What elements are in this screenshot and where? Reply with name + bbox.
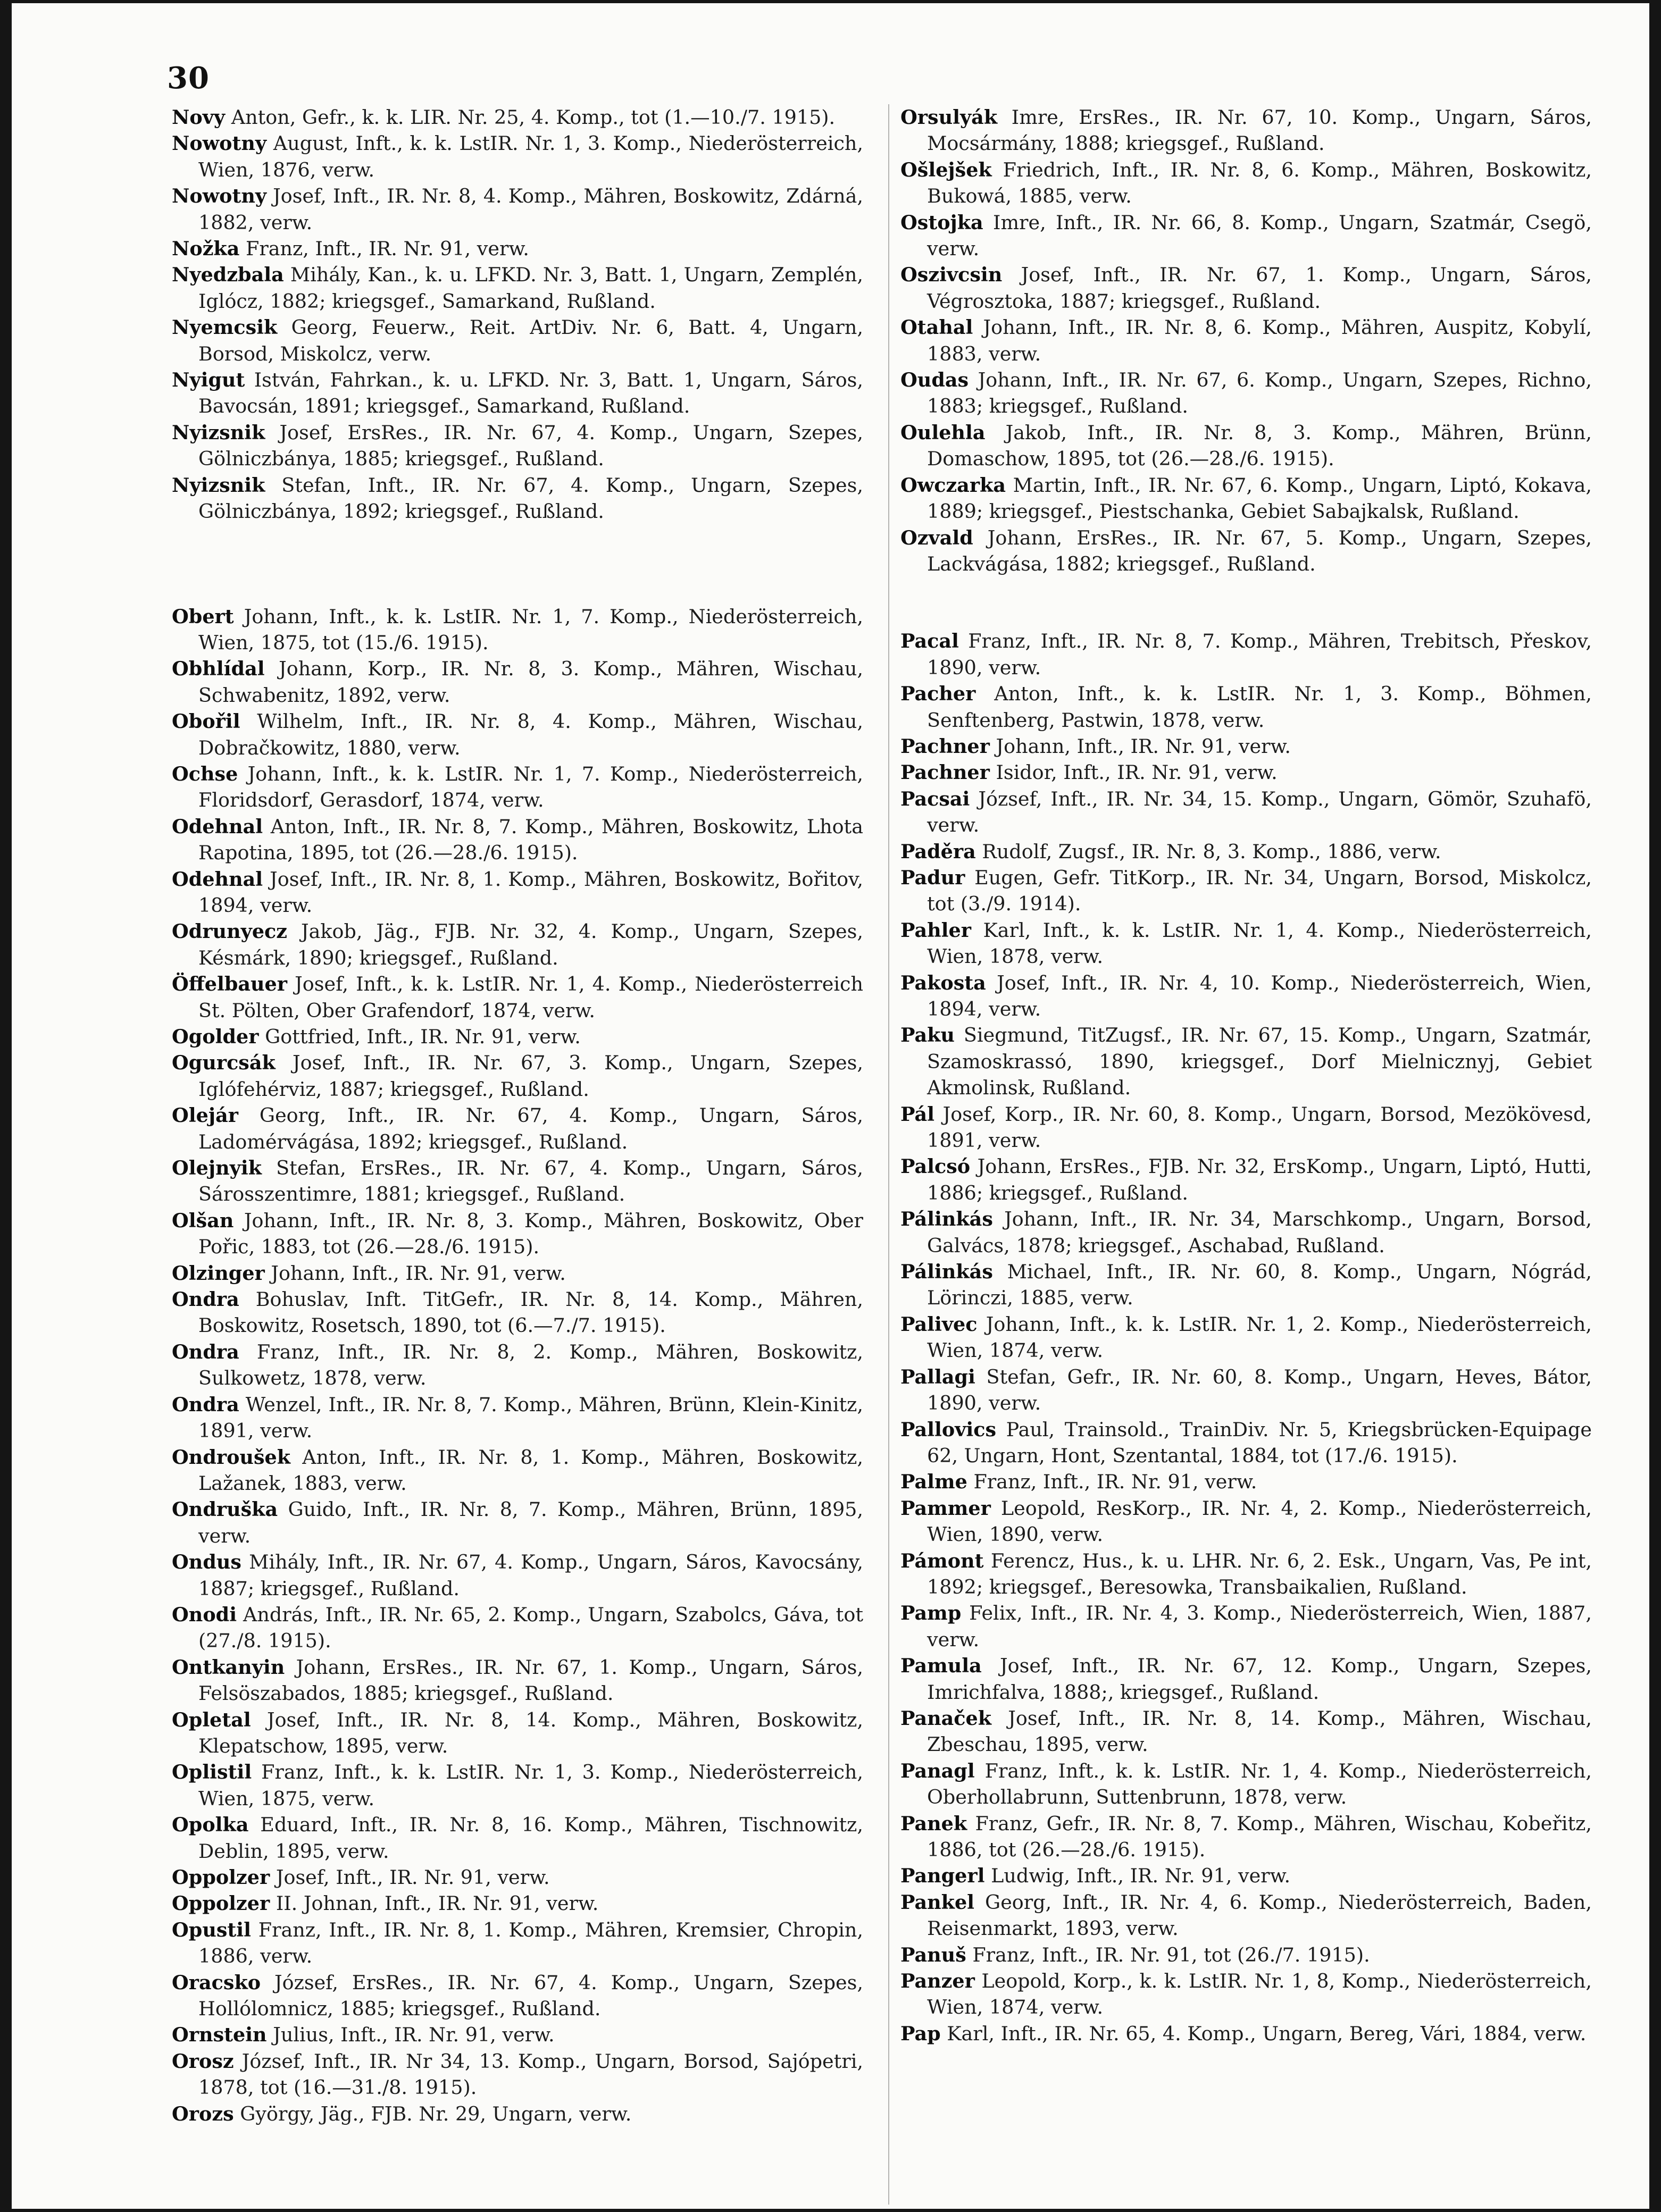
register-entry bbox=[172, 1917, 863, 1970]
register-entry bbox=[172, 1549, 863, 1602]
register-entry bbox=[172, 1444, 863, 1497]
entry-surname: Pap bbox=[900, 2022, 941, 2045]
register-entry bbox=[172, 604, 863, 656]
entry-surname: Panaček bbox=[900, 1706, 992, 1730]
entry-details: Johann, ErsRes., FJB. Nr. 32, ErsKomp., Ungarn, Liptó, Hutti, 1886; kriegsgef., Rußland. bbox=[927, 1155, 1592, 1204]
entry-details: Johann, Inft., IR. Nr. 8, 6. Komp., Mähren, Auspitz, Kobylí, 1883, verw. bbox=[927, 316, 1592, 365]
entry-details: Franz, Inft., IR. Nr. 8, 1. Komp., Mähren, Kremsier, Chropin, 1886, verw. bbox=[198, 1918, 863, 1968]
entry-details: István, Fahrkan., k. u. LFKD. Nr. 3, Batt. 1, Ungarn, Sáros, Bavocsán, 1891; kriegsgef., Samarkand, Rußland. bbox=[198, 368, 863, 418]
register-entry bbox=[900, 1863, 1592, 1889]
register-entry bbox=[900, 786, 1592, 839]
entry-details: Imre, Inft., IR. Nr. 66, 8. Komp., Ungarn, Szatmár, Csegö, verw. bbox=[927, 211, 1592, 261]
entry-surname: Nyizsnik bbox=[172, 473, 265, 497]
entry-details: August, Inft., k. k. LstIR. Nr. 1, 3. Komp., Niederösterreich, Wien, 1876, verw. bbox=[198, 132, 863, 181]
entry-surname: Ondruška bbox=[172, 1498, 278, 1521]
entry-details: Friedrich, Inft., IR. Nr. 8, 6. Komp., Mähren, Boskowitz, Bukowá, 1885, verw. bbox=[927, 158, 1592, 208]
entry-surname: Oppolzer bbox=[172, 1892, 270, 1915]
entry-details: Franz, Inft., IR. Nr. 91, verw. bbox=[973, 1470, 1257, 1494]
entry-details: Josef, Inft., IR. Nr. 8, 1. Komp., Mähren, Boskowitz, Bořitov, 1894, verw. bbox=[198, 867, 863, 917]
entry-surname: Ochse bbox=[172, 762, 238, 785]
register-entry bbox=[900, 1206, 1592, 1259]
entry-details: Leopold, ResKorp., IR. Nr. 4, 2. Komp., Niederösterreich, Wien, 1890, verw. bbox=[927, 1496, 1592, 1546]
register-entry bbox=[172, 1496, 863, 1549]
entry-surname: Odrunyecz bbox=[172, 920, 288, 943]
entry-surname: Olzinger bbox=[172, 1261, 265, 1285]
register-entry bbox=[900, 970, 1592, 1023]
entry-details: Eduard, Inft., IR. Nr. 8, 16. Komp., Mähren, Tischnowitz, Deblin, 1895, verw. bbox=[198, 1813, 864, 1863]
entry-details: Stefan, Gefr., IR. Nr. 60, 8. Komp., Ungarn, Heves, Bátor, 1890, verw. bbox=[927, 1365, 1592, 1415]
register-entry bbox=[900, 1417, 1592, 1469]
entry-details: Anton, Inft., k. k. LstIR. Nr. 1, 3. Komp., Böhmen, Senftenberg, Pastwin, 1878, verw. bbox=[927, 682, 1592, 732]
entry-surname: Orsulyák bbox=[900, 106, 998, 129]
entry-surname: Ornstein bbox=[172, 2023, 267, 2047]
entry-details: Franz, Gefr., IR. Nr. 8, 7. Komp., Mähren, Wischau, Kobeřitz, 1886, tot (26.—28./6. 1915). bbox=[927, 1812, 1592, 1861]
entry-details: Stefan, ErsRes., IR. Nr. 67, 4. Komp., Ungarn, Sáros, Sárosszentimre, 1881; kriegsgef., Rußland. bbox=[198, 1157, 863, 1206]
register-entry bbox=[172, 918, 863, 971]
entry-surname: Ogurcsák bbox=[172, 1051, 276, 1075]
entry-details: Josef, ErsRes., IR. Nr. 67, 4. Komp., Ungarn, Szepes, Gölniczbánya, 1885; kriegsgef., Rußland. bbox=[198, 421, 863, 471]
entry-details: Johann, Inft., IR. Nr. 91, verw. bbox=[271, 1261, 566, 1285]
letter-section-gap bbox=[900, 577, 1592, 628]
entry-surname: Panuš bbox=[900, 1943, 966, 1966]
entry-surname: Ondra bbox=[172, 1288, 239, 1311]
entry-details: Bohuslav, Inft. TitGefr., IR. Nr. 8, 14. Komp., Mähren, Boskowitz, Rosetsch, 1890, tot (6.—7./7. 1915). bbox=[198, 1288, 863, 1337]
entry-details: Johann, Inft., IR. Nr. 34, Marschkomp., Ungarn, Borsod, Galvács, 1878; kriegsgef., Aschabad, Rußland. bbox=[927, 1208, 1592, 1257]
entry-surname: Nyemcsik bbox=[172, 316, 278, 339]
register-entry bbox=[172, 314, 863, 367]
register-entry bbox=[900, 1758, 1592, 1811]
entry-surname: Palcsó bbox=[900, 1155, 971, 1178]
entry-details: Josef, Inft., IR. Nr. 67, 12. Komp., Ungarn, Szepes, Imrichfalva, 1888;, kriegsgef., Rußland. bbox=[927, 1654, 1592, 1704]
entry-surname: Olejnyik bbox=[172, 1157, 262, 1180]
entry-details: Johann, Inft., IR. Nr. 91, verw. bbox=[996, 734, 1291, 758]
entry-details: Imre, ErsRes., IR. Nr. 67, 10. Komp., Ungarn, Sáros, Mocsármány, 1888; kriegsgef., Rußland. bbox=[927, 106, 1592, 155]
entry-details: Paul, Trainsold., TrainDiv. Nr. 5, Kriegsbrücken-Equipage 62, Ungarn, Hont, Szentantal, 1884, tot (17./6. 1915). bbox=[927, 1418, 1592, 1467]
register-entry bbox=[172, 1392, 863, 1444]
register-entry bbox=[900, 1942, 1592, 1968]
register-entry bbox=[900, 472, 1592, 525]
entry-details: Josef, Inft., k. k. LstIR. Nr. 1, 4. Komp., Niederösterreich St. Pölten, Ober Grafendorf, 1874, verw. bbox=[198, 973, 863, 1022]
register-entry bbox=[900, 1469, 1592, 1495]
entry-surname: Pammer bbox=[900, 1496, 991, 1520]
entry-surname: Nowotny bbox=[172, 132, 267, 155]
entry-details: Franz, Inft., IR. Nr. 91, tot (26./7. 1915). bbox=[972, 1943, 1370, 1966]
entry-details: Anton, Inft., IR. Nr. 8, 7. Komp., Mähren, Boskowitz, Lhota Rapotina, 1895, tot (26.—28./6. 1915). bbox=[198, 815, 863, 865]
entry-surname: Obhlídal bbox=[172, 657, 265, 681]
entry-details: Josef, Inft., IR. Nr. 4, 10. Komp., Niederösterreich, Wien, 1894, verw. bbox=[927, 971, 1592, 1020]
entry-surname: Pankel bbox=[900, 1890, 975, 1914]
register-entry bbox=[172, 2101, 863, 2127]
register-entry bbox=[900, 1548, 1592, 1601]
entry-details: Franz, Inft., k. k. LstIR. Nr. 1, 3. Komp., Niederösterreich, Wien, 1875, verw. bbox=[198, 1761, 864, 1810]
entry-details: Siegmund, TitZugsf., IR. Nr. 67, 15. Komp., Ungarn, Szatmár, Szamoskrassó, 1890, kriegsgef., Dorf Mielnicznyj, Gebiet Akmolinsk, Rußland. bbox=[927, 1024, 1592, 1100]
register-entry bbox=[172, 971, 863, 1024]
entry-surname: Ozvald bbox=[900, 526, 973, 549]
entry-surname: Ondra bbox=[172, 1393, 239, 1416]
entry-details: II. Johnan, Inft., IR. Nr. 91, verw. bbox=[276, 1892, 599, 1915]
register-entry bbox=[900, 681, 1592, 733]
register-entry bbox=[172, 1155, 863, 1208]
o-section-left bbox=[172, 604, 863, 2127]
register-entry bbox=[172, 262, 863, 314]
entry-surname: Panek bbox=[900, 1812, 967, 1835]
entry-surname: Oppolzer bbox=[172, 1866, 270, 1889]
register-entry bbox=[172, 472, 863, 525]
left-column bbox=[172, 104, 863, 2127]
entry-details: Eugen, Gefr. TitKorp., IR. Nr. 34, Ungarn, Borsod, Miskolcz, tot (3./9. 1914). bbox=[927, 866, 1592, 916]
entry-details: Johann, Inft., IR. Nr. 67, 6. Komp., Ungarn, Szepes, Richno, 1883; kriegsgef., Rußland. bbox=[927, 368, 1592, 418]
register-entry bbox=[900, 262, 1592, 314]
entry-details: Josef, Inft., IR. Nr. 91, verw. bbox=[276, 1866, 550, 1889]
entry-surname: Obert bbox=[172, 605, 234, 628]
entry-details: Wenzel, Inft., IR. Nr. 8, 7. Komp., Mähren, Brünn, Klein-Kinitz, 1891, verw. bbox=[198, 1393, 863, 1443]
register-entry bbox=[900, 314, 1592, 367]
register-entry bbox=[900, 1153, 1592, 1206]
entry-details: Martin, Inft., IR. Nr. 67, 6. Komp., Ungarn, Liptó, Kokava, 1889; kriegsgef., Piestschanka, Gebiet Sabajkalsk, Rußland. bbox=[927, 473, 1592, 523]
entry-details: Johann, Inft., k. k. LstIR. Nr. 1, 7. Komp., Niederösterreich, Wien, 1875, tot (15./6. 1915). bbox=[198, 605, 863, 654]
entry-details: Franz, Inft., IR. Nr. 8, 7. Komp., Mähren, Trebitsch, Přeskov, 1890, verw. bbox=[927, 630, 1592, 679]
entry-surname: Odehnal bbox=[172, 815, 263, 838]
entry-surname: Panagl bbox=[900, 1759, 975, 1782]
entry-surname: Pallagi bbox=[900, 1365, 975, 1388]
entry-surname: Palivec bbox=[900, 1312, 978, 1336]
register-entry bbox=[172, 1286, 863, 1339]
register-entry bbox=[900, 1705, 1592, 1758]
entry-surname: Onodi bbox=[172, 1603, 237, 1626]
register-entry bbox=[172, 183, 863, 236]
register-entry bbox=[172, 130, 863, 183]
entry-details: József, Inft., IR. Nr. 34, 15. Komp., Ungarn, Gömör, Szuhafö, verw. bbox=[927, 787, 1592, 837]
entry-details: Ludwig, Inft., IR. Nr. 91, verw. bbox=[991, 1864, 1291, 1888]
entry-details: Felix, Inft., IR. Nr. 4, 3. Komp., Niederösterreich, Wien, 1887, verw. bbox=[927, 1602, 1592, 1651]
entry-details: Michael, Inft., IR. Nr. 60, 8. Komp., Ungarn, Nógrád, Lörinczi, 1885, verw. bbox=[927, 1260, 1592, 1310]
register-entry bbox=[172, 708, 863, 761]
entry-surname: Oplistil bbox=[172, 1761, 252, 1784]
register-entry bbox=[900, 1101, 1592, 1154]
entry-surname: Pamula bbox=[900, 1654, 982, 1678]
p-section bbox=[900, 628, 1592, 2047]
entry-details: Georg, Feuerw., Reit. ArtDiv. Nr. 6, Batt. 4, Ungarn, Borsod, Miskolcz, verw. bbox=[198, 316, 863, 365]
entry-surname: Ondus bbox=[172, 1551, 241, 1574]
entry-details: Georg, Inft., IR. Nr. 4, 6. Komp., Niederösterreich, Baden, Reisenmarkt, 1893, verw. bbox=[927, 1890, 1592, 1940]
entry-details: József, Inft., IR. Nr 34, 13. Komp., Ungarn, Borsod, Sajópetri, 1878, tot (16.—31./8. 1915). bbox=[198, 2049, 863, 2099]
entry-surname: Owczarka bbox=[900, 473, 1006, 497]
entry-surname: Ontkanyin bbox=[172, 1655, 285, 1679]
register-entry bbox=[900, 420, 1592, 472]
entry-surname: Oulehla bbox=[900, 421, 986, 444]
entry-surname: Paděra bbox=[900, 840, 976, 863]
register-entry bbox=[172, 367, 863, 420]
entry-details: Josef, Inft., IR. Nr. 67, 1. Komp., Ungarn, Sáros, Végrosztoka, 1887; kriegsgef., Rußland. bbox=[927, 263, 1592, 313]
register-entry bbox=[172, 1707, 863, 1759]
register-entry bbox=[900, 2021, 1592, 2047]
entry-surname: Nyigut bbox=[172, 368, 245, 392]
register-entry bbox=[900, 1600, 1592, 1653]
column-divider bbox=[888, 104, 889, 2205]
document-page bbox=[12, 3, 1649, 2209]
register-entry bbox=[172, 1260, 863, 1286]
entry-details: Karl, Inft., k. k. LstIR. Nr. 1, 4. Komp., Niederösterreich, Wien, 1878, verw. bbox=[927, 918, 1592, 968]
entry-surname: Pálinkás bbox=[900, 1260, 993, 1284]
entry-surname: Olejár bbox=[172, 1104, 238, 1127]
register-entry bbox=[172, 2022, 863, 2048]
register-entry bbox=[172, 1970, 863, 2022]
register-entry bbox=[900, 917, 1592, 970]
entry-details: Georg, Inft., IR. Nr. 67, 4. Komp., Ungarn, Sáros, Ladomérvágása, 1892; kriegsgef., Rußland. bbox=[198, 1104, 863, 1153]
register-entry bbox=[900, 1364, 1592, 1417]
entry-surname: Orozs bbox=[172, 2102, 234, 2125]
register-entry bbox=[172, 1890, 863, 1916]
n-section bbox=[172, 104, 863, 525]
register-entry bbox=[900, 759, 1592, 785]
entry-details: Johann, Korp., IR. Nr. 8, 3. Komp., Mähren, Wischau, Schwabenitz, 1892, verw. bbox=[198, 657, 863, 707]
entry-surname: Pacsai bbox=[900, 787, 970, 810]
register-entry bbox=[172, 1024, 863, 1050]
entry-surname: Panzer bbox=[900, 1970, 975, 1993]
entry-details: Ferencz, Hus., k. u. LHR. Nr. 6, 2. Esk., Ungarn, Vas, Pe int, 1892; kriegsgef., Beresowka, Transbaikalien, Rußland. bbox=[927, 1549, 1592, 1598]
right-column bbox=[900, 104, 1592, 2047]
register-entry bbox=[172, 1102, 863, 1155]
entry-surname: Oszivcsin bbox=[900, 263, 1003, 287]
register-entry bbox=[900, 525, 1592, 577]
entry-details: Josef, Inft., IR. Nr. 8, 4. Komp., Mähren, Boskowitz, Zdárná, 1882, verw. bbox=[198, 185, 863, 234]
entry-details: György, Jäg., FJB. Nr. 29, Ungarn, verw. bbox=[240, 2102, 632, 2125]
register-entry bbox=[900, 1022, 1592, 1101]
entry-details: Leopold, Korp., k. k. LstIR. Nr. 1, 8, Komp., Niederösterreich, Wien, 1874, verw. bbox=[927, 1970, 1592, 2019]
entry-surname: Orosz bbox=[172, 2049, 234, 2073]
entry-details: Johann, Inft., IR. Nr. 8, 3. Komp., Mähren, Boskowitz, Ober Pořic, 1883, tot (26.—28./6. 1915). bbox=[198, 1209, 864, 1259]
entry-details: Guido, Inft., IR. Nr. 8, 7. Komp., Mähren, Brünn, 1895, verw. bbox=[198, 1498, 863, 1547]
entry-surname: Palme bbox=[900, 1470, 967, 1494]
register-entry bbox=[900, 210, 1592, 262]
entry-surname: Pakosta bbox=[900, 971, 986, 994]
entry-details: Rudolf, Zugsf., IR. Nr. 8, 3. Komp., 1886, verw. bbox=[982, 840, 1441, 863]
entry-surname: Pacal bbox=[900, 630, 959, 653]
entry-details: Isidor, Inft., IR. Nr. 91, verw. bbox=[996, 761, 1278, 784]
register-entry bbox=[172, 1654, 863, 1707]
entry-surname: Opustil bbox=[172, 1918, 251, 1941]
entry-surname: Pálinkás bbox=[900, 1208, 993, 1231]
register-entry bbox=[172, 761, 863, 814]
entry-details: Johann, ErsRes., IR. Nr. 67, 5. Komp., Ungarn, Szepes, Lackvágása, 1882; kriegsgef., Rußland. bbox=[927, 526, 1592, 575]
register-entry bbox=[900, 1653, 1592, 1705]
entry-details: Julius, Inft., IR. Nr. 91, verw. bbox=[273, 2023, 555, 2047]
entry-surname: Ondra bbox=[172, 1340, 239, 1363]
page-number: 30 bbox=[167, 61, 210, 96]
register-entry bbox=[900, 367, 1592, 420]
register-entry bbox=[172, 1208, 863, 1260]
entry-details: Mihály, Inft., IR. Nr. 67, 4. Komp., Ungarn, Sáros, Kavocsány, 1887; kriegsgef., Rußland. bbox=[198, 1551, 863, 1600]
entry-details: Anton, Inft., IR. Nr. 8, 1. Komp., Mähren, Boskowitz, Lažanek, 1883, verw. bbox=[198, 1445, 863, 1495]
register-entry bbox=[172, 236, 863, 262]
entry-surname: Paku bbox=[900, 1024, 955, 1047]
entry-surname: Nožka bbox=[172, 237, 240, 261]
register-entry bbox=[900, 733, 1592, 759]
entry-details: Anton, Gefr., k. k. LIR. Nr. 25, 4. Komp., tot (1.—10./7. 1915). bbox=[231, 106, 836, 129]
register-entry bbox=[172, 2048, 863, 2101]
entry-details: Franz, Inft., k. k. LstIR. Nr. 1, 4. Komp., Niederösterreich, Oberhollabrunn, Suttenbrunn, 1878, verw. bbox=[927, 1759, 1592, 1809]
entry-surname: Obořil bbox=[172, 710, 240, 733]
register-entry bbox=[172, 1339, 863, 1392]
entry-surname: Pacher bbox=[900, 682, 976, 706]
entry-surname: Novy bbox=[172, 106, 226, 129]
entry-details: András, Inft., IR. Nr. 65, 2. Komp., Ungarn, Szabolcs, Gáva, tot (27./8. 1915). bbox=[198, 1603, 863, 1653]
entry-surname: Oracsko bbox=[172, 1971, 261, 1994]
entry-surname: Ogolder bbox=[172, 1025, 259, 1048]
register-entry bbox=[172, 420, 863, 472]
entry-details: Stefan, Inft., IR. Nr. 67, 4. Komp., Ungarn, Szepes, Gölniczbánya, 1892; kriegsgef., Rußland. bbox=[198, 473, 863, 523]
entry-details: Gottfried, Inft., IR. Nr. 91, verw. bbox=[265, 1025, 581, 1048]
entry-details: Franz, Inft., IR. Nr. 8, 2. Komp., Mähren, Boskowitz, Sulkowetz, 1878, verw. bbox=[198, 1340, 863, 1390]
register-entry bbox=[900, 1495, 1592, 1548]
entry-surname: Pachner bbox=[900, 734, 990, 758]
register-entry bbox=[900, 839, 1592, 865]
entry-details: Josef, Korp., IR. Nr. 60, 8. Komp., Ungarn, Borsod, Mezökövesd, 1891, verw. bbox=[927, 1102, 1592, 1152]
entry-details: Josef, Inft., IR. Nr. 67, 3. Komp., Ungarn, Szepes, Iglófehérviz, 1887; kriegsgef., Rußland. bbox=[198, 1051, 863, 1101]
entry-surname: Olšan bbox=[172, 1209, 234, 1232]
register-entry bbox=[900, 628, 1592, 681]
entry-surname: Opolka bbox=[172, 1813, 249, 1837]
register-entry bbox=[172, 656, 863, 708]
entry-surname: Öffelbauer bbox=[172, 973, 288, 996]
entry-surname: Pál bbox=[900, 1102, 934, 1126]
register-entry bbox=[900, 157, 1592, 210]
entry-details: Franz, Inft., IR. Nr. 91, verw. bbox=[246, 237, 529, 261]
entry-details: József, ErsRes., IR. Nr. 67, 4. Komp., Ungarn, Szepes, Hollólomnicz, 1885; kriegsgef., Rußland. bbox=[198, 1971, 863, 2021]
entry-surname: Nyedzbala bbox=[172, 263, 284, 287]
entry-details: Mihály, Kan., k. u. LFKD. Nr. 3, Batt. 1, Ungarn, Zemplén, Iglócz, 1882; kriegsgef., Samarkand, Rußland. bbox=[198, 263, 863, 313]
entry-surname: Ošlejšek bbox=[900, 158, 992, 181]
entry-surname: Nowotny bbox=[172, 185, 267, 208]
entry-details: Josef, Inft., IR. Nr. 8, 14. Komp., Mähren, Wischau, Zbeschau, 1895, verw. bbox=[927, 1706, 1592, 1756]
register-entry bbox=[172, 1759, 863, 1812]
entry-details: Johann, ErsRes., IR. Nr. 67, 1. Komp., Ungarn, Sáros, Felsöszabados, 1885; kriegsgef., Rußland. bbox=[198, 1655, 863, 1705]
entry-details: Karl, Inft., IR. Nr. 65, 4. Komp., Ungarn, Bereg, Vári, 1884, verw. bbox=[947, 2022, 1587, 2045]
entry-details: Johann, Inft., k. k. LstIR. Nr. 1, 7. Komp., Niederösterreich, Floridsdorf, Gerasdorf, 1874, verw. bbox=[198, 762, 863, 812]
entry-surname: Otahal bbox=[900, 316, 973, 339]
entry-surname: Pachner bbox=[900, 761, 990, 784]
entry-surname: Pamp bbox=[900, 1602, 962, 1625]
register-entry bbox=[172, 1050, 863, 1102]
entry-surname: Pámont bbox=[900, 1549, 984, 1572]
o-section-right bbox=[900, 104, 1592, 577]
register-entry bbox=[900, 1968, 1592, 2021]
letter-section-gap bbox=[172, 525, 863, 604]
entry-surname: Padur bbox=[900, 866, 965, 889]
register-entry bbox=[172, 866, 863, 919]
entry-details: Johann, Inft., k. k. LstIR. Nr. 1, 2. Komp., Niederösterreich, Wien, 1874, verw. bbox=[927, 1312, 1592, 1362]
entry-surname: Pangerl bbox=[900, 1864, 985, 1888]
register-entry bbox=[172, 104, 863, 130]
register-entry bbox=[900, 1311, 1592, 1364]
entry-surname: Ostojka bbox=[900, 211, 983, 234]
register-entry bbox=[900, 1889, 1592, 1942]
register-entry bbox=[900, 104, 1592, 157]
entry-surname: Nyizsnik bbox=[172, 421, 265, 444]
entry-surname: Pahler bbox=[900, 918, 971, 942]
entry-details: Jakob, Inft., IR. Nr. 8, 3. Komp., Mähren, Brünn, Domaschow, 1895, tot (26.—28./6. 1915). bbox=[927, 421, 1592, 471]
entry-surname: Ondroušek bbox=[172, 1445, 291, 1469]
entry-details: Wilhelm, Inft., IR. Nr. 8, 4. Komp., Mähren, Wischau, Dobračkowitz, 1880, verw. bbox=[198, 710, 863, 759]
entry-details: Jakob, Jäg., FJB. Nr. 32, 4. Komp., Ungarn, Szepes, Késmárk, 1890; kriegsgef., Rußland. bbox=[198, 920, 863, 969]
entry-surname: Opletal bbox=[172, 1708, 251, 1731]
register-entry bbox=[172, 814, 863, 866]
register-entry bbox=[900, 1259, 1592, 1311]
entry-surname: Oudas bbox=[900, 368, 969, 392]
entry-details: Josef, Inft., IR. Nr. 8, 14. Komp., Mähren, Boskowitz, Klepatschow, 1895, verw. bbox=[198, 1708, 863, 1757]
register-entry bbox=[900, 865, 1592, 917]
entry-surname: Pallovics bbox=[900, 1418, 997, 1441]
register-entry bbox=[172, 1812, 863, 1864]
entry-surname: Odehnal bbox=[172, 867, 263, 891]
register-entry bbox=[900, 1811, 1592, 1863]
register-entry bbox=[172, 1602, 863, 1654]
register-entry bbox=[172, 1864, 863, 1890]
